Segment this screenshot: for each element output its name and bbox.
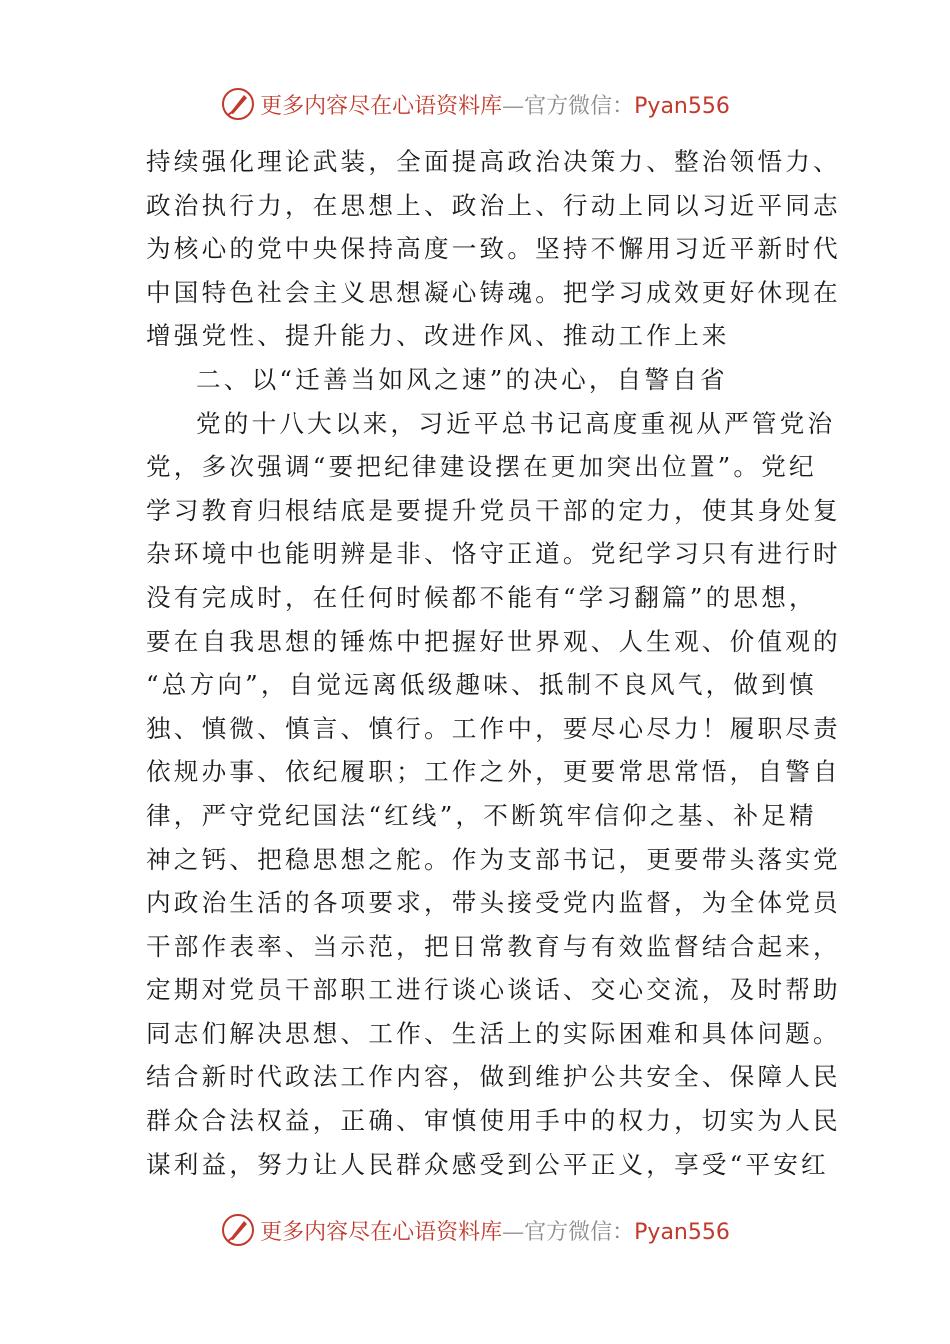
text-line: 定期对党员干部职工进行谈心谈话、交心交流，及时帮助 bbox=[146, 975, 841, 1005]
text-line: 干部作表率、当示范，把日常教育与有效监督结合起来， bbox=[146, 931, 841, 961]
text-line: 增强党性、提升能力、改进作风、推动工作上来 bbox=[146, 321, 730, 351]
text-line: 内政治生活的各项要求，带头接受党内监督，为全体党员 bbox=[146, 888, 841, 918]
text-line: 杂环境中也能明辨是非、恪守正道。党纪学习只有进行时 bbox=[146, 539, 841, 569]
watermark-text: 更多内容尽在心语资料库—官方微信：Pyan556 bbox=[260, 93, 730, 119]
quill-seal-logo-icon bbox=[220, 86, 256, 122]
watermark-text: 更多内容尽在心语资料库—官方微信：Pyan556 bbox=[260, 1219, 730, 1245]
text-line: 中国特色社会主义思想凝心铸魂。把学习成效更好休现在 bbox=[146, 277, 841, 307]
text-line: 持续强化理论武装，全面提高政治决策力、整治领悟力、 bbox=[146, 147, 841, 176]
text-line: 为核心的党中央保持高度一致。坚持不懈用习近平新时代 bbox=[146, 234, 841, 264]
footer-watermark-banner bbox=[0, 1210, 950, 1250]
text-line: 党，多次强调“要把纪律建设摆在更加突出位置”。党纪 bbox=[146, 452, 817, 482]
text-line: 同志们解决思想、工作、生活上的实际困难和具体问题。 bbox=[146, 1018, 841, 1048]
section-heading: 二、以“迁善当如风之速”的决心，自警自省 bbox=[196, 364, 728, 394]
text-line: “总方向”，自觉远离低级趣味、抵制不良风气，做到慎 bbox=[146, 670, 817, 700]
text-line: 学习教育归根结底是要提升党员干部的定力，使其身处复 bbox=[146, 495, 841, 525]
text-line: 律，严守党纪国法“红线”，不断筑牢信仰之基、补足精 bbox=[146, 800, 817, 830]
text-line: 独、慎微、慎言、慎行。工作中，要尽心尽力！履职尽责 bbox=[146, 713, 841, 743]
text-line: 谋利益，努力让人民群众感受到公平正义，享受“平安红 bbox=[146, 1149, 829, 1179]
text-line: 要在自我思想的锤炼中把握好世界观、人生观、价值观的 bbox=[146, 626, 841, 656]
text-line: 结合新时代政法工作内容，做到维护公共安全、保障人民 bbox=[146, 1062, 841, 1092]
document-body bbox=[146, 140, 841, 1186]
quill-seal-logo-icon bbox=[220, 1212, 256, 1248]
text-line: 政治执行力，在思想上、政治上、行动上同以习近平同志 bbox=[146, 190, 841, 220]
text-line: 群众合法权益，正确、审慎使用手中的权力，切实为人民 bbox=[146, 1106, 841, 1136]
text-line: 依规办事、依纪履职；工作之外，更要常思常悟，自警自 bbox=[146, 757, 841, 787]
text-line: 没有完成时，在任何时候都不能有“学习翻篇”的思想， bbox=[146, 582, 817, 612]
text-line: 党的十八大以来，习近平总书记高度重视从严管党治 bbox=[196, 408, 836, 438]
text-line: 神之钙、把稳思想之舵。作为支部书记，更要带头落实党 bbox=[146, 844, 841, 874]
header-watermark-banner bbox=[0, 84, 950, 124]
